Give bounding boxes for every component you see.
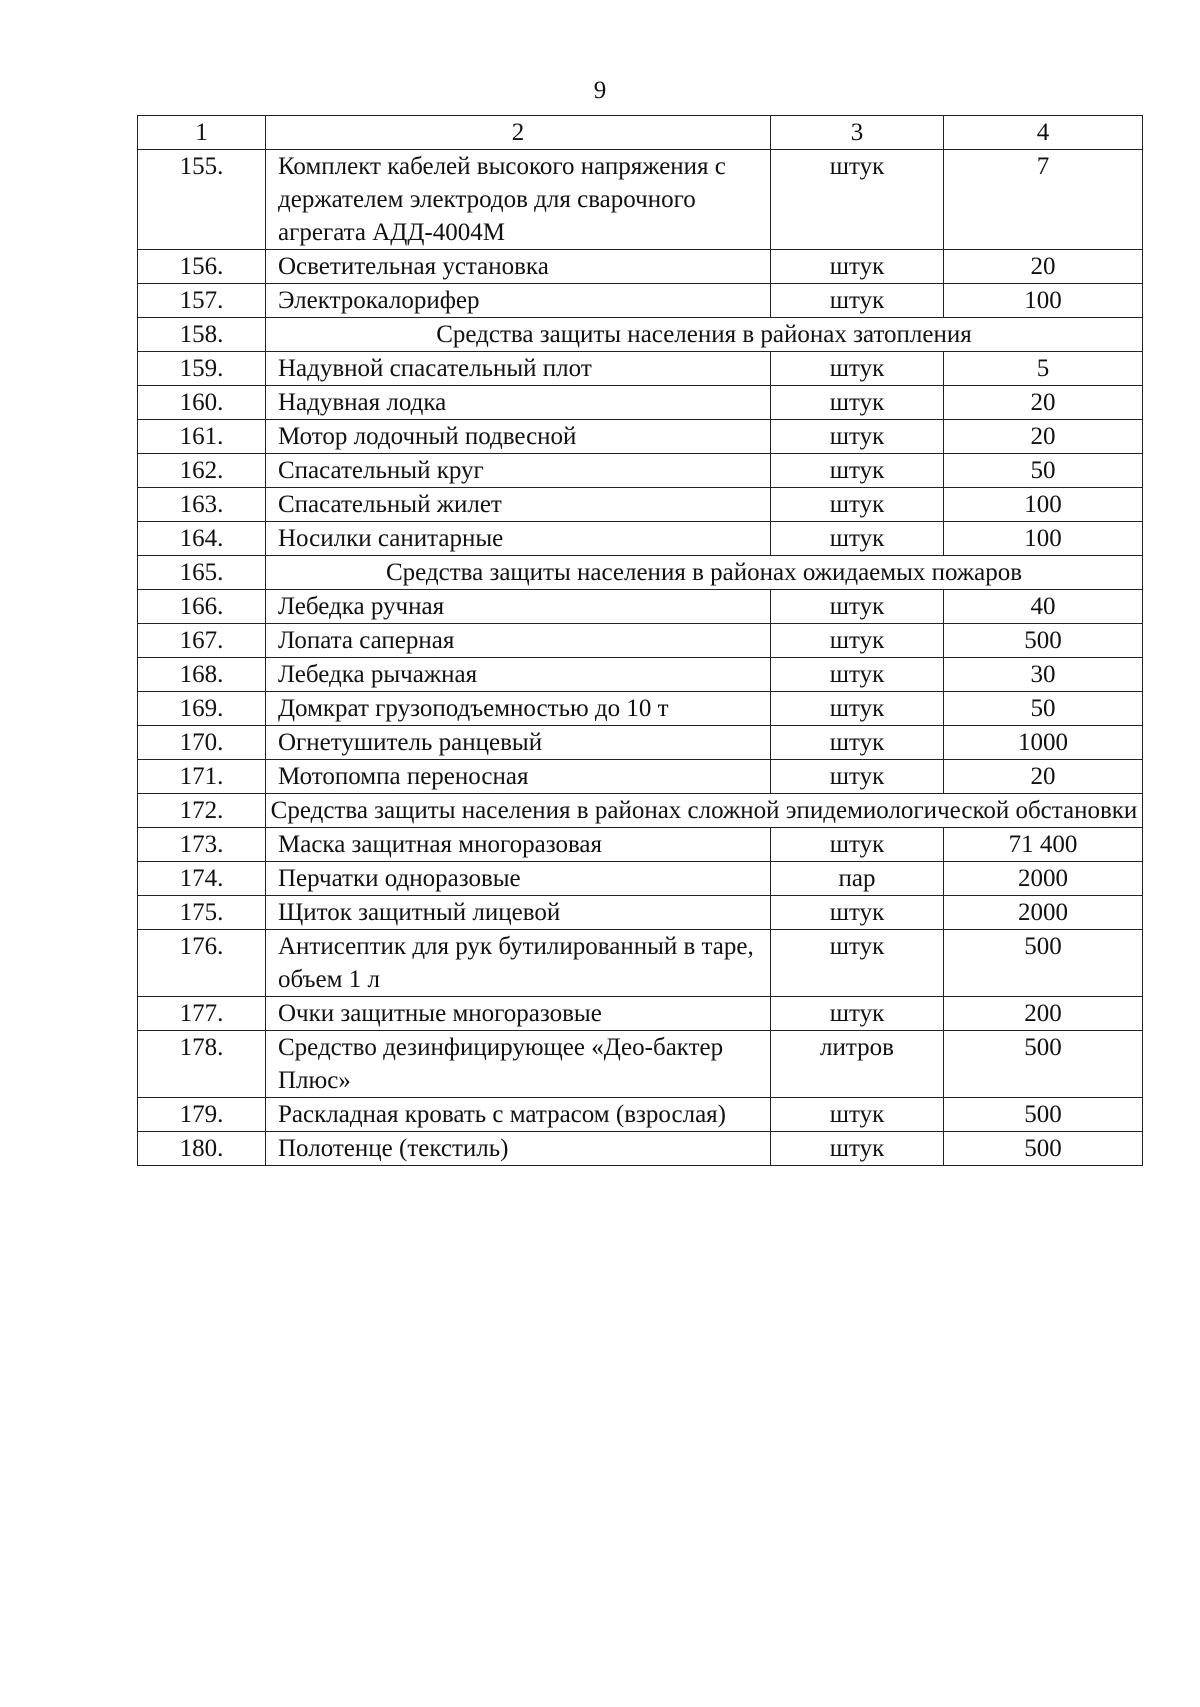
item-unit: штук (771, 930, 944, 997)
item-quantity: 2000 (944, 862, 1143, 896)
item-name: Полотенце (текстиль) (266, 1132, 771, 1166)
row-number: 156. (138, 250, 266, 284)
item-unit: штук (771, 726, 944, 760)
column-header-2: 2 (266, 116, 771, 150)
table-row (138, 284, 1143, 318)
table-row (138, 828, 1143, 862)
item-name: Комплект кабелей высокого напряжения с держателем электродов для сварочного агрегата АДД-4004М (266, 150, 771, 250)
section-title: Средства защиты населения в районах ожидаемых пожаров (266, 556, 1143, 590)
table-row (138, 692, 1143, 726)
item-quantity: 100 (944, 284, 1143, 318)
section-row (138, 556, 1143, 590)
table-row (138, 658, 1143, 692)
row-number: 175. (138, 896, 266, 930)
item-quantity: 100 (944, 488, 1143, 522)
table-row (138, 726, 1143, 760)
item-name: Очки защитные многоразовые (266, 997, 771, 1031)
row-number: 160. (138, 386, 266, 420)
row-number: 165. (138, 556, 266, 590)
item-name: Щиток защитный лицевой (266, 896, 771, 930)
column-header-1: 1 (138, 116, 266, 150)
row-number: 171. (138, 760, 266, 794)
row-number: 162. (138, 454, 266, 488)
item-quantity: 50 (944, 692, 1143, 726)
item-name: Перчатки одноразовые (266, 862, 771, 896)
item-name: Раскладная кровать с матрасом (взрослая) (266, 1098, 771, 1132)
row-number: 173. (138, 828, 266, 862)
item-quantity: 500 (944, 624, 1143, 658)
row-number: 159. (138, 352, 266, 386)
item-unit: штук (771, 896, 944, 930)
item-quantity: 71 400 (944, 828, 1143, 862)
item-unit: штук (771, 658, 944, 692)
item-name: Надувная лодка (266, 386, 771, 420)
item-unit: штук (771, 760, 944, 794)
row-number: 179. (138, 1098, 266, 1132)
item-name: Мотор лодочный подвесной (266, 420, 771, 454)
item-name: Мотопомпа переносная (266, 760, 771, 794)
row-number: 174. (138, 862, 266, 896)
table-row (138, 1132, 1143, 1166)
table-row (138, 250, 1143, 284)
item-name: Осветительная установка (266, 250, 771, 284)
item-name: Маска защитная многоразовая (266, 828, 771, 862)
item-quantity: 20 (944, 250, 1143, 284)
item-quantity: 20 (944, 386, 1143, 420)
row-number: 169. (138, 692, 266, 726)
table-header-row (138, 116, 1143, 150)
table-row (138, 930, 1143, 997)
item-name: Антисептик для рук бутилированный в таре, объем 1 л (266, 930, 771, 997)
table-row (138, 624, 1143, 658)
item-quantity: 100 (944, 522, 1143, 556)
item-unit: пар (771, 862, 944, 896)
item-unit: штук (771, 1098, 944, 1132)
item-quantity: 7 (944, 150, 1143, 250)
table-row (138, 1031, 1143, 1098)
item-unit: штук (771, 997, 944, 1031)
section-title: Средства защиты населения в районах сложной эпидемиологической обстановки (266, 794, 1143, 828)
item-quantity: 40 (944, 590, 1143, 624)
row-number: 163. (138, 488, 266, 522)
item-quantity: 50 (944, 454, 1143, 488)
item-name: Носилки санитарные (266, 522, 771, 556)
column-header-3: 3 (771, 116, 944, 150)
item-unit: штук (771, 488, 944, 522)
item-name: Лопата саперная (266, 624, 771, 658)
section-row (138, 794, 1143, 828)
page-number: 9 (593, 77, 607, 104)
item-name: Спасательный круг (266, 454, 771, 488)
item-unit: штук (771, 352, 944, 386)
table-row (138, 522, 1143, 556)
item-quantity: 20 (944, 760, 1143, 794)
table-row (138, 386, 1143, 420)
table-row (138, 454, 1143, 488)
row-number: 166. (138, 590, 266, 624)
row-number: 157. (138, 284, 266, 318)
item-unit: штук (771, 284, 944, 318)
row-number: 167. (138, 624, 266, 658)
item-unit: штук (771, 150, 944, 250)
item-unit: штук (771, 386, 944, 420)
item-name: Средство дезинфицирующее «Део-бактер Плюс» (266, 1031, 771, 1098)
table-row (138, 997, 1143, 1031)
item-quantity: 1000 (944, 726, 1143, 760)
item-name: Надувной спасательный плот (266, 352, 771, 386)
item-name: Электрокалорифер (266, 284, 771, 318)
table-body (138, 116, 1143, 1166)
table-row (138, 352, 1143, 386)
table-row (138, 420, 1143, 454)
item-name: Лебедка рычажная (266, 658, 771, 692)
item-name: Лебедка ручная (266, 590, 771, 624)
item-name: Огнетушитель ранцевый (266, 726, 771, 760)
item-unit: литров (771, 1031, 944, 1098)
item-quantity: 30 (944, 658, 1143, 692)
row-number: 177. (138, 997, 266, 1031)
table-row (138, 590, 1143, 624)
item-name: Домкрат грузоподъемностью до 10 т (266, 692, 771, 726)
item-unit: штук (771, 1132, 944, 1166)
item-quantity: 500 (944, 1031, 1143, 1098)
column-header-4: 4 (944, 116, 1143, 150)
item-unit: штук (771, 250, 944, 284)
item-unit: штук (771, 828, 944, 862)
table-row (138, 150, 1143, 250)
item-quantity: 5 (944, 352, 1143, 386)
item-unit: штук (771, 692, 944, 726)
table-row (138, 896, 1143, 930)
row-number: 158. (138, 318, 266, 352)
row-number: 180. (138, 1132, 266, 1166)
row-number: 170. (138, 726, 266, 760)
table-row (138, 862, 1143, 896)
row-number: 155. (138, 150, 266, 250)
table-row (138, 488, 1143, 522)
item-quantity: 2000 (944, 896, 1143, 930)
item-unit: штук (771, 624, 944, 658)
item-unit: штук (771, 522, 944, 556)
item-quantity: 500 (944, 1132, 1143, 1166)
table-row (138, 760, 1143, 794)
table-row (138, 1098, 1143, 1132)
row-number: 161. (138, 420, 266, 454)
item-quantity: 500 (944, 930, 1143, 997)
equipment-table (137, 115, 1143, 1166)
row-number: 178. (138, 1031, 266, 1098)
row-number: 176. (138, 930, 266, 997)
item-unit: штук (771, 420, 944, 454)
item-unit: штук (771, 454, 944, 488)
item-quantity: 200 (944, 997, 1143, 1031)
section-row (138, 318, 1143, 352)
item-unit: штук (771, 590, 944, 624)
row-number: 168. (138, 658, 266, 692)
item-name: Спасательный жилет (266, 488, 771, 522)
item-quantity: 20 (944, 420, 1143, 454)
section-title: Средства защиты населения в районах затопления (266, 318, 1143, 352)
row-number: 164. (138, 522, 266, 556)
item-quantity: 500 (944, 1098, 1143, 1132)
row-number: 172. (138, 794, 266, 828)
